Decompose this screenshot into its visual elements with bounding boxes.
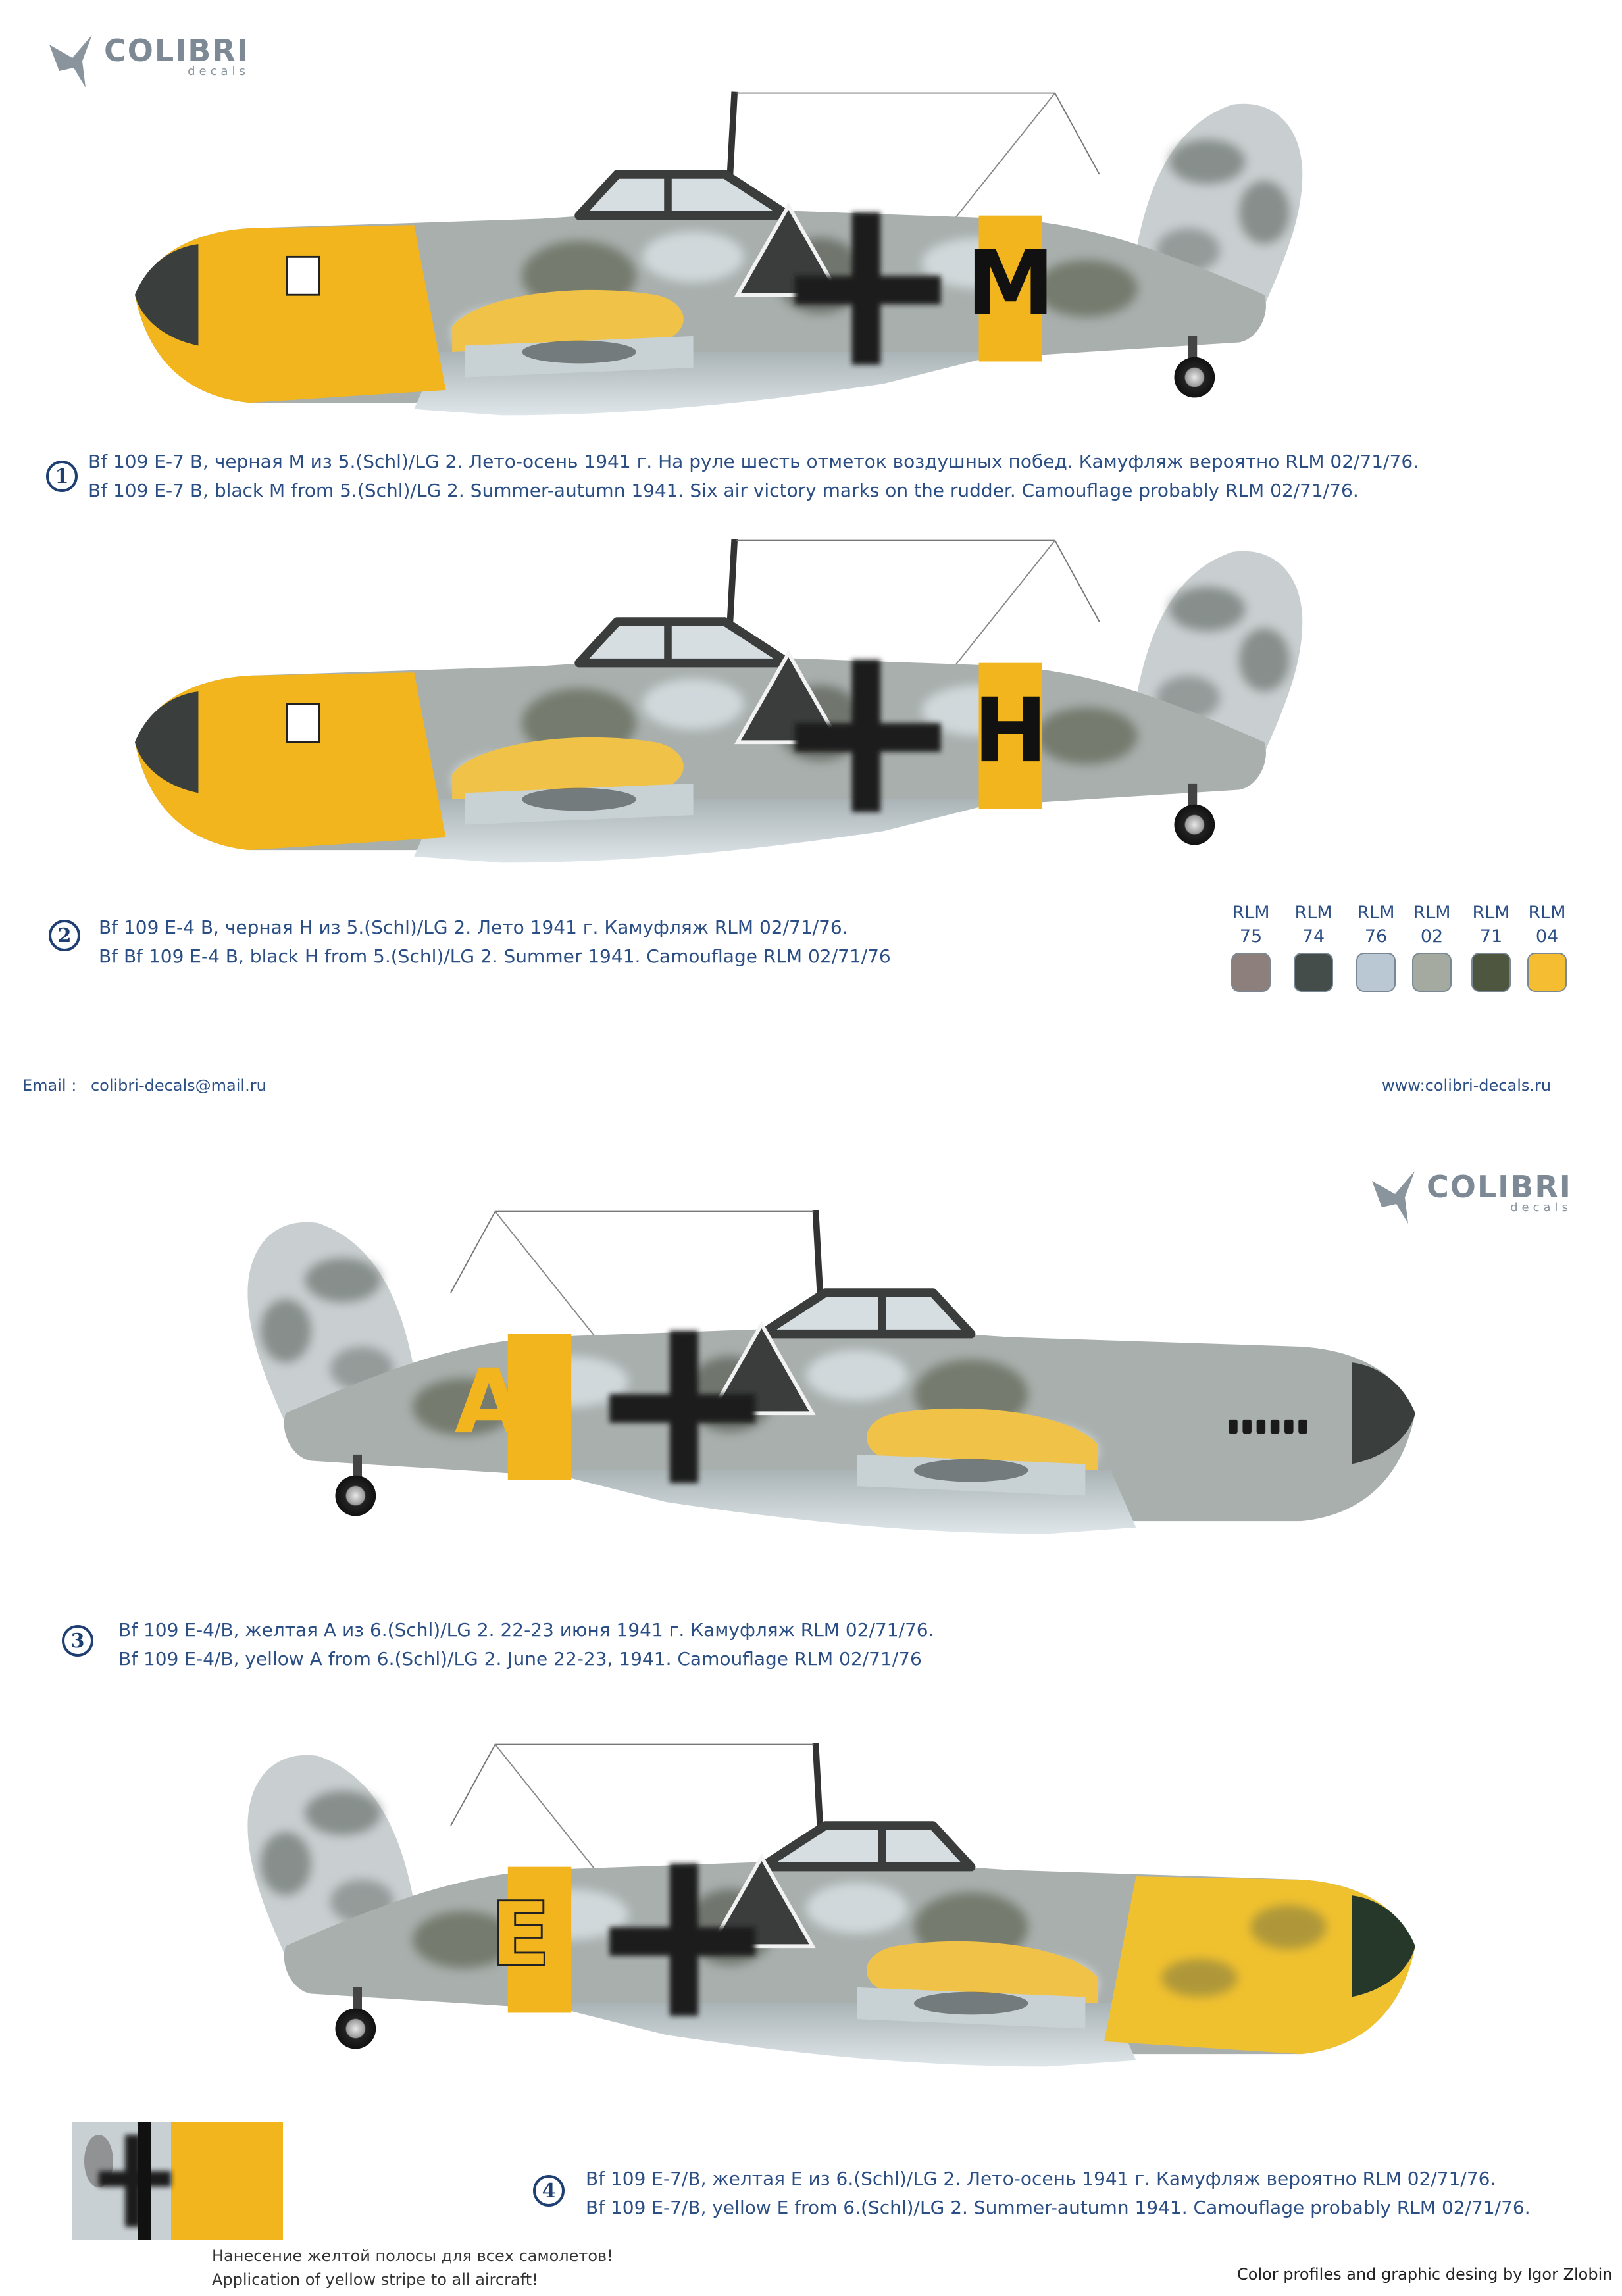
- color-swatch: [1412, 953, 1452, 992]
- profile-2-caption-en: Bf Bf 109 E-4 B, black H from 5.(Schl)/LG 2. Summer 1941. Camouflage RLM 02/71/76: [99, 945, 891, 967]
- color-swatch: [1294, 953, 1333, 992]
- profile-4-caption-ru: Bf 109 E-7/B, желтая Е из 6.(Schl)/LG 2. Лето-осень 1941 г. Камуфляж вероятно RLM 02/71/76.: [586, 2168, 1496, 2189]
- color-swatch: [1356, 953, 1396, 992]
- fuselage-letter: H: [973, 679, 1048, 783]
- logo-sub: decals: [1510, 1201, 1572, 1214]
- profile-4-number: 4: [533, 2175, 565, 2207]
- rlm-swatch-71: [1471, 901, 1511, 992]
- color-swatch: [1527, 953, 1567, 992]
- color-swatch: [1471, 953, 1511, 992]
- aircraft-profile-1: [66, 86, 1448, 441]
- logo-sub: decals: [188, 64, 249, 78]
- logo-word: COLIBRI: [1427, 1169, 1572, 1205]
- rlm-label: RLM: [1357, 903, 1395, 923]
- rlm-swatch-02: [1411, 901, 1452, 992]
- rlm-swatch-76: [1356, 901, 1396, 992]
- profile-1-caption-ru: Bf 109 E-7 B, черная М из 5.(Schl)/LG 2. Лето-осень 1941 г. На руле шесть отметок воздушных побед. Камуфляж вероятно RLM 02/71/76.: [88, 451, 1419, 472]
- aircraft-profile-4: [99, 1737, 1513, 2092]
- rlm-swatch-04: [1527, 901, 1567, 992]
- fuselage-letter: M: [966, 232, 1055, 336]
- rlm-label: RLM: [1413, 903, 1451, 923]
- hummingbird-icon: [46, 32, 99, 91]
- stripe-note-ru: Нанесение желтой полосы для всех самолетов!: [212, 2247, 613, 2265]
- color-swatch: [1231, 953, 1271, 992]
- email-row: [22, 1076, 266, 1095]
- profile-1-number: 1: [46, 461, 78, 492]
- email-link[interactable]: colibri-decals@mail.ru: [90, 1076, 266, 1095]
- rlm-code: 02: [1420, 926, 1444, 947]
- stripe-note-en: Application of yellow stripe to all aircraft!: [212, 2270, 538, 2289]
- logo-word: COLIBRI: [104, 33, 249, 68]
- rlm-label: RLM: [1528, 903, 1566, 923]
- credit-line: Color profiles and graphic desing by Igor Zlobin: [1237, 2265, 1613, 2284]
- colibri-logo-top: [46, 32, 249, 91]
- stripe-detail-inset: [72, 2115, 309, 2247]
- website-link[interactable]: www:colibri-decals.ru: [1382, 1076, 1552, 1095]
- email-label: Email :: [22, 1076, 77, 1095]
- profile-4-caption-en: Bf 109 E-7/B, yellow E from 6.(Schl)/LG 2. Summer-autumn 1941. Camouflage probably RLM 02/71/76.: [586, 2197, 1531, 2218]
- profile-2-number: 2: [49, 920, 80, 951]
- rlm-code: 74: [1302, 926, 1325, 947]
- fuselage-letter: E: [490, 1883, 551, 1987]
- aircraft-profile-2: [66, 533, 1448, 888]
- rlm-code: 04: [1535, 926, 1559, 947]
- rlm-code: 75: [1239, 926, 1263, 947]
- aircraft-profile-3: [99, 1204, 1513, 1559]
- rlm-label: RLM: [1232, 903, 1270, 923]
- rlm-label: RLM: [1294, 903, 1332, 923]
- rlm-swatch-74: [1293, 901, 1334, 992]
- rlm-code: 76: [1364, 926, 1388, 947]
- profile-2-caption-ru: Bf 109 E-4 B, черная Н из 5.(Schl)/LG 2. Лето 1941 г. Камуфляж RLM 02/71/76.: [99, 916, 848, 938]
- rlm-swatch-75: [1230, 901, 1271, 992]
- profile-3-caption-ru: Bf 109 E-4/B, желтая А из 6.(Schl)/LG 2. 22-23 июня 1941 г. Камуфляж RLM 02/71/76.: [118, 1619, 934, 1641]
- rlm-label: RLM: [1472, 903, 1510, 923]
- profile-1-caption-en: Bf 109 E-7 B, black M from 5.(Schl)/LG 2. Summer-autumn 1941. Six air victory marks on the rudder. Camouflage probably RLM 02/71/76.: [88, 480, 1359, 501]
- profile-3-number: 3: [62, 1625, 93, 1657]
- rlm-code: 71: [1479, 926, 1503, 947]
- fuselage-letter: A: [454, 1350, 524, 1454]
- profile-3-caption-en: Bf 109 E-4/B, yellow A from 6.(Schl)/LG 2. June 22-23, 1941. Camouflage RLM 02/71/76: [118, 1648, 922, 1670]
